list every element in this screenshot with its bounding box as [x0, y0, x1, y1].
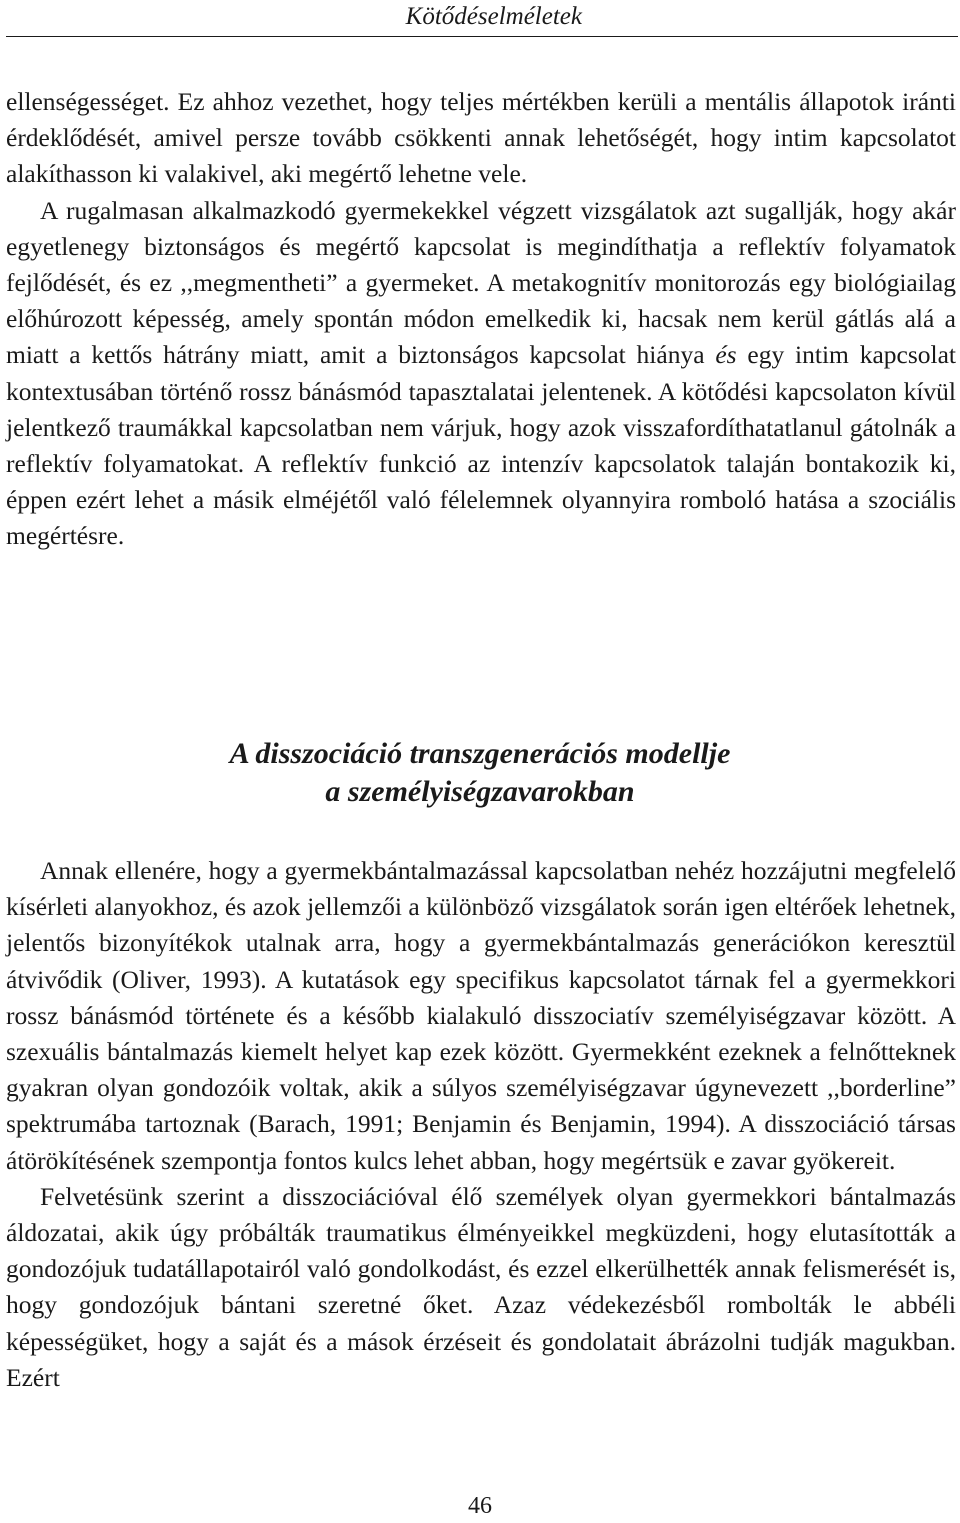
emphasis-text: és	[715, 340, 737, 370]
section-body-1	[6, 84, 956, 555]
page-number: 46	[468, 1493, 492, 1519]
section-body-2	[6, 853, 956, 1396]
running-head	[0, 2, 960, 32]
paragraph-text: A rugalmasan alkalmazkodó gyermekekkel végzett vizsgálatok azt sugallják, hogy akár egyetlenegy biztonságos és megértő kapcsolat is megindíthatja a reflektív folyamatok fejlődését, és ez ,,megmentheti” a gyermeket. A metakognitív monitorozás egy biológiailag előhúrozott képesség, amely spontán módon emelkedik ki, hacsak nem kerül gátlás alá a miatt a kettős hátrány miatt, amit a biztonságos kapcsolat hiánya	[6, 195, 956, 370]
paragraph	[6, 193, 956, 555]
paragraph-text: egy intim kapcsolat kontextusában történő rossz bánásmód tapasztalatai jelentenek. A kötődési kapcsolaton kívül jelentkező traumákkal kapcsolatban nem várjuk, hogy azok visszafordíthatatlanul gátolnák a reflektív folyamatokat. A reflektív funkció az intenzív kapcsolatok talaján bontakozik ki, éppen ezért lehet a másik elméjétől való félelemnek olyannyira romboló hatása a szociális megértésre.	[6, 340, 956, 551]
paragraph-continued: ellenségességet. Ez ahhoz vezethet, hogy teljes mértékben kerüli a mentális állapotok iránti érdeklődését, amivel persze tovább csökkenti annak lehetőségét, hogy intim kapcsolatot alakíthasson ki valakivel, aki megértő lehetne vele.	[6, 87, 956, 189]
header-rule	[6, 36, 958, 37]
section-heading-line-2: a személyiségzavarokban	[325, 775, 635, 808]
running-title: Kötődéselméletek	[405, 3, 582, 30]
paragraph: Felvetésünk szerint a disszociációval élő személyek olyan gyermekkori bántalmazás áldozatai, akik úgy próbálták traumatikus élményeikkel megküzdeni, hogy elutasították a gondozójuk tudatállapotairól való gondolkodást, és ezzel elkerülhették annak felismerését is, hogy gondozójuk bántani szeretné őket. Azaz védekezésből rombolták le abbéli képességüket, hogy a saját és a mások érzéseit és gondolatait ábrázolni tudják magukban. Ezért	[6, 1181, 956, 1392]
section-heading	[0, 735, 960, 811]
paragraph: Annak ellenére, hogy a gyermekbántalmazással kapcsolatban nehéz hozzájutni megfelelő kísérleti alanyokhoz, és azok jellemzői a különböző vizsgálatok során igen eltérőek lehetnek, jelentős bizonyítékok utalnak arra, hogy a gyermekbántalmazás generációkon keresztül átvivődik (Oliver, 1993). A kutatások egy specifikus kapcsolatot tárnak fel a gyermekkori rossz bánásmód története és a később kialakuló disszociatív személyiségzavar között. A szexuális bántalmazás kiemelt helyet kap ezek között. Gyermekként ezeknek a felnőtteknek gyakran olyan gondozóik voltak, akik a súlyos személyiségzavar úgynevezett ,,borderline” spektrumába tartoznak (Barach, 1991; Benjamin és Benjamin, 1994). A disszociáció társas átörökítésének szempontja fontos kulcs lehet abban, hogy megértsük e zavar gyökereit.	[6, 856, 956, 1175]
section-heading-line-1: A disszociáció transzgenerációs modellje	[229, 737, 731, 770]
